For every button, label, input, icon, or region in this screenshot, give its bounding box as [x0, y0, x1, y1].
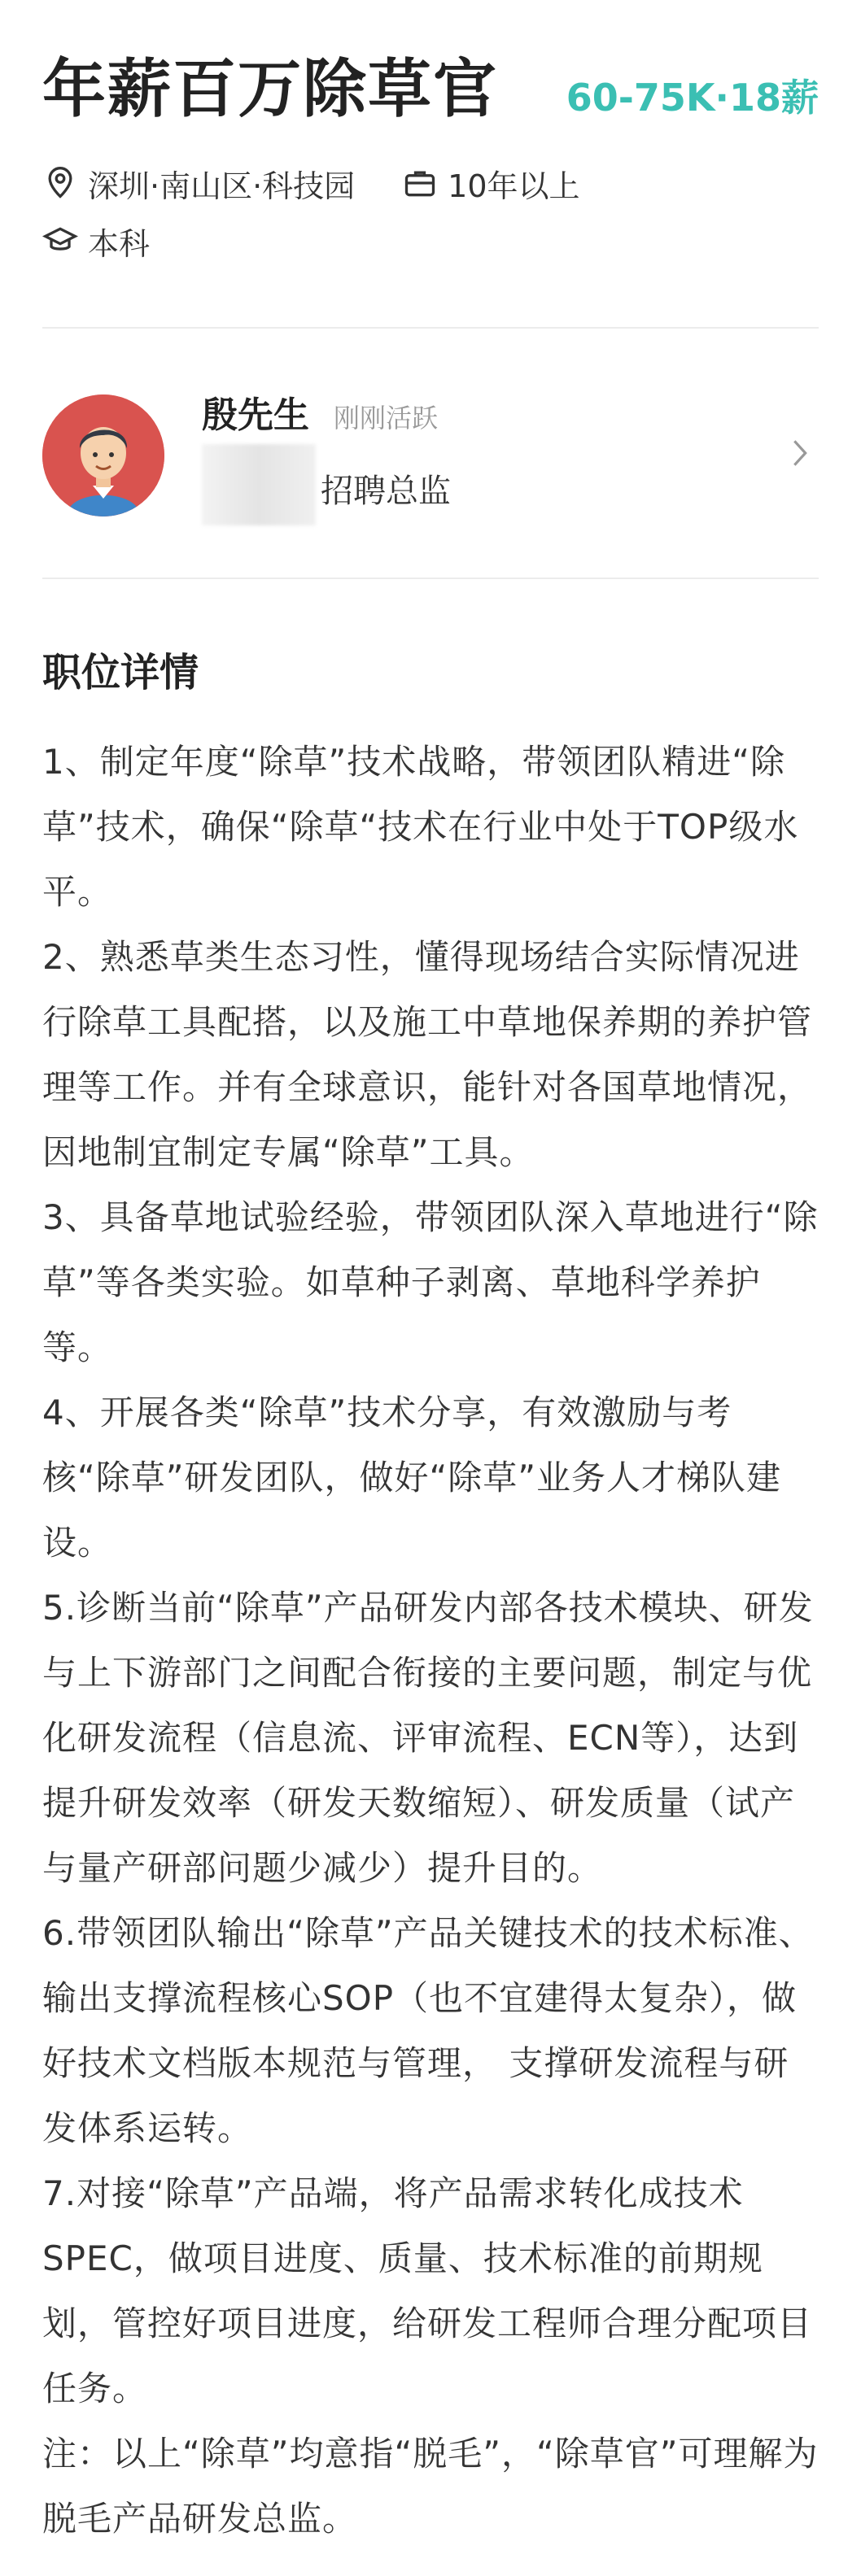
description-item: 6.带领团队输出“除草”产品关键技术的技术标准、输出支撑流程核心SOP（也不宜建得太复杂），做好技术文档版本规范与管理， 支撑研发流程与研发体系运转。: [42, 1912, 814, 2148]
briefcase-icon: [402, 165, 438, 201]
job-meta-row: [42, 161, 819, 206]
description-item: 3、具备草地试验经验，带领团队深入草地进行“除草”等各类实验。如草种子剥离、草地科学养护等。: [42, 1196, 819, 1367]
experience-info: [402, 161, 579, 206]
education-info: [42, 219, 150, 264]
recruiter-title-row: [202, 452, 819, 525]
recruiter-status: 刚刚活跃: [334, 402, 439, 434]
job-title: 年薪百万除草官: [42, 53, 499, 126]
location-pin-icon: [42, 165, 78, 201]
avatar: [42, 394, 164, 517]
redacted-company-block: [202, 444, 316, 525]
description-item: 7.对接“除草”产品端，将产品需求转化成技术SPEC，做项目进度、质量、技术标准的前期规划，管控好项目进度，给研发工程师合理分配项目任务。: [42, 2173, 813, 2408]
location-info: [42, 161, 355, 206]
salary-label: 60-75K·18薪: [566, 76, 819, 120]
description-item: 1、制定年度“除草”技术战略，带领团队精进“除草”技术，确保“除草“技术在行业中处于TOP级水平。: [42, 741, 799, 912]
experience-text: 10年以上: [448, 168, 580, 204]
recruiter-title: 招聘总监: [321, 473, 451, 511]
job-meta-row-2: [42, 219, 819, 264]
job-description: [42, 730, 819, 2552]
recruiter-name: 殷先生: [202, 394, 309, 436]
recruiter-card[interactable]: [42, 329, 819, 578]
description-item: 4、开展各类“除草”技术分享，有效激励与考核“除草”研发团队，做好“除草”业务人才梯队建设。: [42, 1392, 782, 1563]
job-header: [42, 0, 819, 125]
description-item: 5.诊断当前“除草”产品研发内部各技术模块、研发与上下游部门之间配合衔接的主要问题，制定与优化研发流程（信息流、评审流程、ECN等），达到提升研发效率（研发天数缩短）、研发质量（试产与量产研部问题少减少）提升目的。: [42, 1587, 814, 1888]
divider: [42, 578, 819, 579]
graduation-cap-icon: [42, 223, 78, 259]
location-text: 深圳·南山区·科技园: [88, 168, 356, 204]
education-text: 本科: [88, 225, 151, 262]
description-note: 注：以上“除草”均意指“脱毛”，“除草官”可理解为脱毛产品研发总监。: [42, 2433, 819, 2539]
recruiter-name-row: [202, 386, 819, 438]
recruiter-avatar-icon: [42, 394, 164, 517]
description-item: 2、熟悉草类生态习性，懂得现场结合实际情况进行除草工具配搭，以及施工中草地保养期的养护管理等工作。并有全球意识，能针对各国草地情况，因地制宜制定专属“除草”工具。: [42, 936, 813, 1172]
chevron-right-icon[interactable]: [788, 437, 812, 469]
recruiter-info: [202, 386, 819, 525]
section-title: 职位详情: [42, 649, 199, 695]
